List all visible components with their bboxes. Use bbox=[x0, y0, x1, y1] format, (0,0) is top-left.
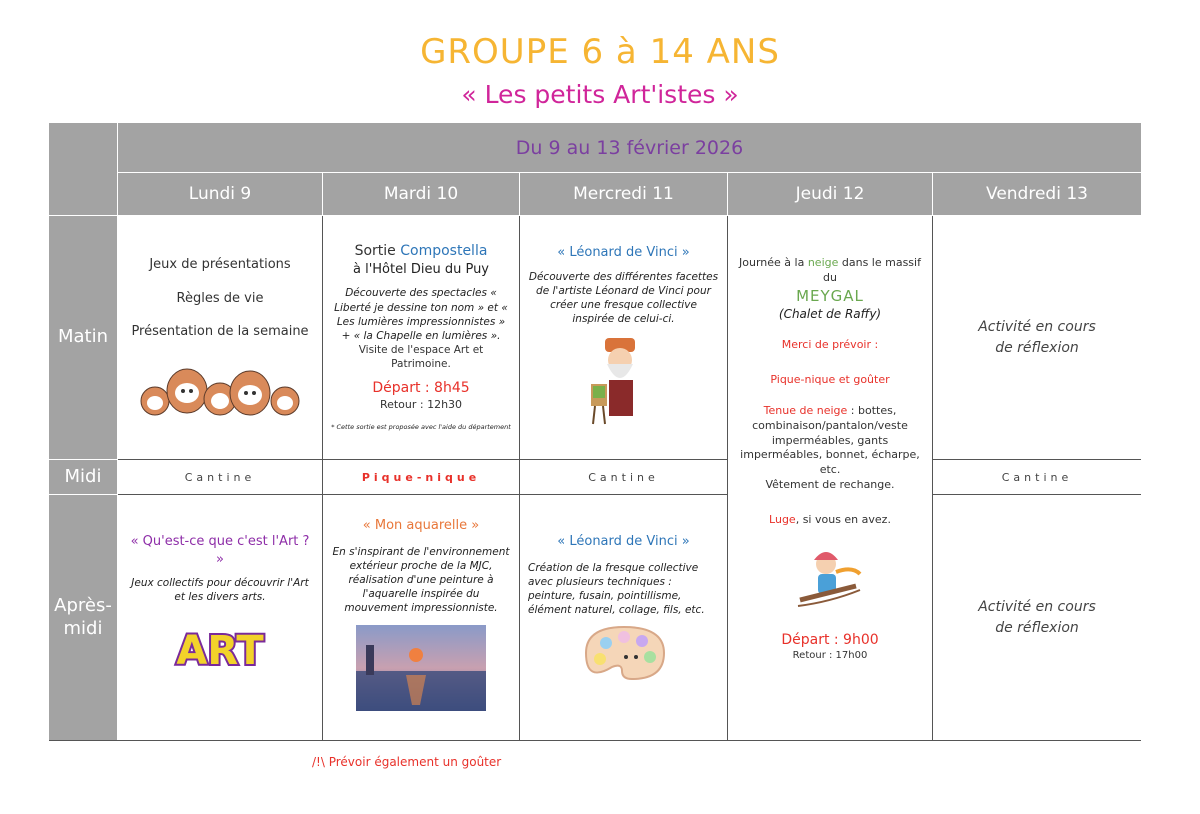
activity-title: « Qu'est-ce que c'est l'Art ? » bbox=[130, 534, 310, 567]
impressionist-painting bbox=[356, 625, 486, 711]
departure-time: Départ : 8h45 bbox=[372, 380, 470, 397]
row-label-text: midi bbox=[63, 617, 103, 639]
footnote: * Cette sortie est proposée avec l'aide du département bbox=[331, 423, 511, 432]
day-label: Mercredi 11 bbox=[573, 184, 674, 204]
day-label: Lundi 9 bbox=[188, 184, 252, 204]
activity-line: Règles de vie bbox=[176, 290, 264, 306]
row-label-text: Matin bbox=[57, 326, 109, 348]
day-label: Mardi 10 bbox=[383, 184, 459, 204]
activity-description: En s'inspirant de l'environnement extérieur proche de la MJC, réalisation d'une peinture à l'aquarelle inspirée du mouvement impressionniste. bbox=[332, 545, 510, 615]
svg-text:ART: ART bbox=[176, 628, 264, 675]
pandas-illustration bbox=[135, 351, 305, 421]
day-header-lundi bbox=[118, 173, 322, 215]
place-name: MEYGAL bbox=[796, 286, 864, 305]
activity-line: Activité en cours bbox=[978, 318, 1096, 335]
mercredi-apres-midi-cell bbox=[520, 495, 727, 740]
snow-word: neige bbox=[807, 256, 839, 269]
activity-description: Création de la fresque collective avec plusieurs techniques : peinture, fusain, pointillisme, élément naturel, collage, fils, etc. bbox=[528, 561, 705, 617]
activity-line: de réflexion bbox=[995, 619, 1079, 636]
activity-line: Jeux de présentations bbox=[149, 257, 291, 272]
clothes-label: Tenue de neige bbox=[763, 403, 848, 417]
outing-title bbox=[331, 242, 511, 261]
lundi-midi-cell bbox=[118, 460, 322, 494]
day-label: Jeudi 12 bbox=[795, 184, 865, 204]
date-range-header bbox=[118, 123, 1141, 172]
departure-time: Départ : 9h00 bbox=[781, 631, 879, 648]
activity-line: Activité en cours bbox=[978, 598, 1096, 615]
mardi-apres-midi-cell bbox=[323, 495, 519, 740]
bring-clothes bbox=[736, 404, 924, 478]
sled-label: Luge bbox=[769, 512, 796, 526]
day-label: Vendredi 13 bbox=[986, 184, 1088, 204]
day-header-jeudi bbox=[728, 173, 932, 215]
return-time: Retour : 12h30 bbox=[379, 398, 463, 412]
mercredi-matin-cell bbox=[520, 216, 727, 459]
activity-description: Découverte des différentes facettes de l'artiste Léonard de Vinci pour créer une fresque collective inspirée de celui-ci. bbox=[528, 270, 719, 326]
lundi-apres-midi-cell bbox=[118, 495, 322, 740]
paint-palette-illustration bbox=[576, 623, 671, 688]
day-header-vendredi bbox=[933, 173, 1141, 215]
spare-clothes: Vêtement de rechange. bbox=[765, 478, 895, 492]
row-label-text: Midi bbox=[64, 465, 102, 487]
outing-place: Compostella bbox=[400, 243, 488, 259]
lunch-label: Pique-nique bbox=[361, 470, 481, 484]
corner-cell bbox=[49, 123, 117, 215]
date-range-text: Du 9 au 13 février 2026 bbox=[515, 136, 744, 159]
intro-text: dans le massif du bbox=[823, 256, 921, 284]
jeudi-cell bbox=[728, 216, 932, 740]
leonardo-illustration bbox=[589, 334, 659, 429]
lundi-matin-cell bbox=[118, 216, 322, 459]
return-time: Retour : 17h00 bbox=[792, 650, 868, 662]
clothes-list: : bottes, combinaison/pantalon/veste imperméables, gants imperméables, bonnet, écharpe, etc. bbox=[740, 403, 920, 477]
activity-description: Jeux collectifs pour découvrir l'Art et les divers arts. bbox=[131, 577, 309, 604]
intro-text: Journée à la bbox=[739, 256, 808, 269]
row-label-midi bbox=[49, 460, 117, 494]
activity-line: de réflexion bbox=[995, 339, 1079, 356]
sledding-illustration bbox=[790, 542, 870, 622]
mercredi-midi-cell bbox=[520, 460, 727, 494]
lunch-label: Cantine bbox=[1001, 470, 1073, 484]
activity-title: « Léonard de Vinci » bbox=[557, 534, 690, 549]
mardi-matin-cell bbox=[323, 216, 519, 459]
mardi-midi-cell bbox=[323, 460, 519, 494]
lunch-label: Cantine bbox=[588, 470, 659, 484]
lunch-label: Cantine bbox=[184, 470, 256, 484]
outing-label: Sortie bbox=[354, 243, 401, 259]
day-header-mercredi bbox=[520, 173, 727, 215]
page-subtitle: « Les petits Art'istes » bbox=[461, 80, 739, 109]
outing-venue: à l'Hôtel Dieu du Puy bbox=[352, 261, 489, 277]
row-label-apres-midi bbox=[49, 495, 117, 740]
snow-day-intro bbox=[736, 256, 924, 286]
bring-title: Merci de prévoir : bbox=[781, 338, 879, 352]
chalet-name: (Chalet de Raffy) bbox=[778, 306, 882, 321]
vendredi-midi-cell bbox=[933, 460, 1141, 494]
activity-line: Présentation de la semaine bbox=[131, 324, 309, 340]
vendredi-apres-midi-cell bbox=[933, 495, 1141, 740]
activity-title: « Léonard de Vinci » bbox=[557, 245, 690, 260]
row-label-text: Après- bbox=[54, 595, 112, 616]
vendredi-matin-cell bbox=[933, 216, 1141, 459]
activity-title: « Mon aquarelle » bbox=[362, 518, 480, 533]
snack-note: /!\ Prévoir également un goûter bbox=[312, 755, 502, 769]
sled-line bbox=[736, 513, 924, 528]
outing-description-2: Visite de l'espace Art et Patrimoine. bbox=[358, 344, 484, 371]
outing-description: Découverte des spectacles « Liberté je dessine ton nom » et « Les lumières impressionnistes » + « la Chapelle en lumières ». bbox=[334, 287, 508, 342]
row-label-matin bbox=[49, 216, 117, 459]
art-graffiti-logo bbox=[165, 622, 275, 677]
page-title: GROUPE 6 à 14 ANS bbox=[420, 32, 780, 72]
sled-text: , si vous en avez. bbox=[795, 512, 891, 526]
bring-picnic: Pique-nique et goûter bbox=[770, 372, 890, 386]
day-header-mardi bbox=[323, 173, 519, 215]
